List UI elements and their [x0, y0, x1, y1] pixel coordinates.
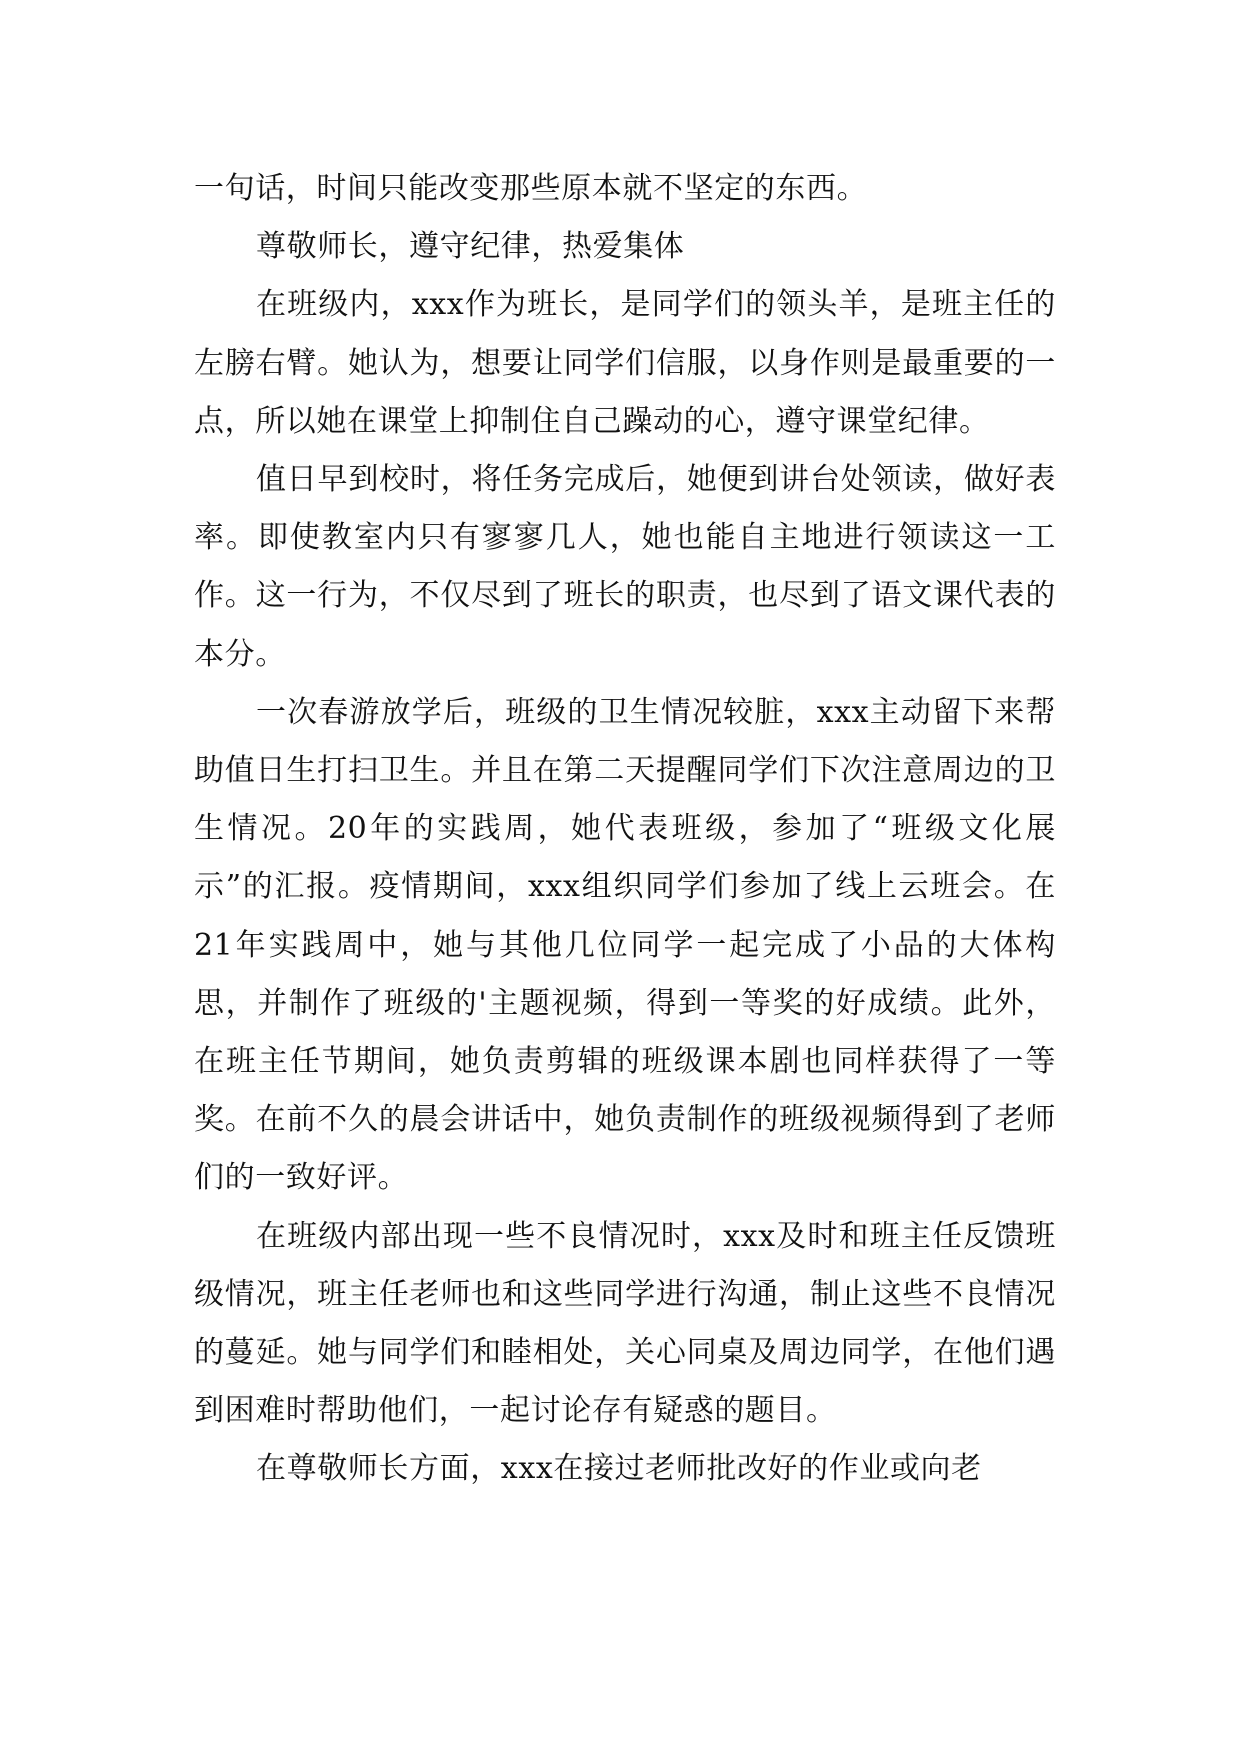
- paragraph-5: 在班级内部出现一些不良情况时，xxx及时和班主任反馈班级情况，班主任老师也和这些同学进行沟通，制止这些不良情况的蔓延。她与同学们和睦相处，关心同桌及周边同学，在他们遇到困难时帮助他们，一起讨论存有疑惑的题目。: [194, 1218, 1056, 1429]
- paragraph-6: 在尊敬师长方面，xxx在接过老师批改好的作业或向老: [256, 1451, 982, 1487]
- section-heading: 尊敬师长，遵守纪律，热爱集体: [256, 229, 685, 265]
- paragraph-4: 一次春游放学后，班级的卫生情况较脏，xxx主动留下来帮助值日生打扫卫生。并且在第二天提醒同学们下次注意周边的卫生情况。20年的实践周，她代表班级，参加了“班级文化展示”的汇报。疫情期间，xxx组织同学们参加了线上云班会。在21年实践周中，她与其他几位同学一起完成了小品的大体构思，并制作了班级的'主题视频，得到一等奖的好成绩。此外，在班主任节期间，她负责剪辑的班级课本剧也同样获得了一等奖。在前不久的晨会讲话中，她负责制作的班级视频得到了老师们的一致好评。: [194, 694, 1056, 1196]
- document-body: [194, 160, 1056, 1499]
- paragraph-1: 一句话，时间只能改变那些原本就不坚定的东西。: [194, 171, 868, 206]
- paragraph-3: 值日早到校时，将任务完成后，她便到讲台处领读，做好表率。即使教室内只有寥寥几人，她也能自主地进行领读这一工作。这一行为，不仅尽到了班长的职责，也尽到了语文课代表的本分。: [194, 462, 1056, 672]
- paragraph-2: 在班级内，xxx作为班长，是同学们的领头羊，是班主任的左膀右臂。她认为，想要让同学们信服，以身作则是最重要的一点，所以她在课堂上抑制住自己躁动的心，遵守课堂纪律。: [194, 287, 1056, 439]
